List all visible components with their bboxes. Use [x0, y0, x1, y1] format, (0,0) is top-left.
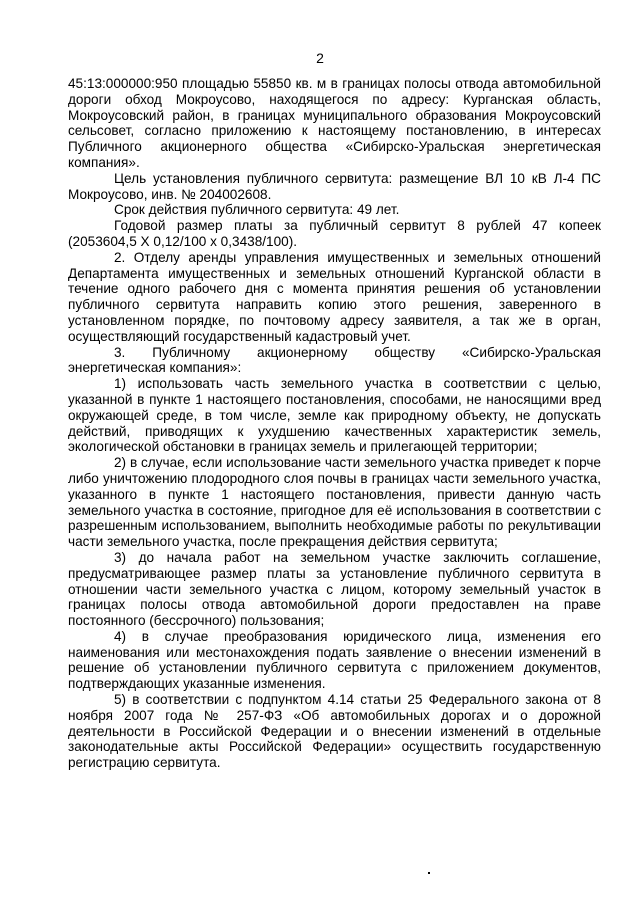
paragraph-10: 4) в случае преобразования юридического лица, изменения его наименования или местонахождения подать заявление о внесении изменений в решение об установлении публичного сервитута с приложением документов, подтверждающих указанные изменения. [68, 628, 601, 692]
paragraph-2: Цель установления публичного сервитута: размещение ВЛ 10 кВ Л-4 ПС Мокроусово, инв. № 204002608. [68, 170, 601, 202]
paragraph-7: 1) использовать часть земельного участка в соответствии с целью, указанной в пункте 1 настоящего постановления, способами, не наносящими вред окружающей среде, в том числе, земле как природному объекту, не допускать действий, приводящих к ухудшению качественных характеристик земель, экологической обстановки в границах земель и прилегающей территории; [68, 376, 601, 455]
paragraph-9: 3) до начала работ на земельном участке заключить соглашение, предусматривающее размер платы за установление публичного сервитута в отношении части земельного участка с лицом, которому земельный участок в границах полосы отвода автомобильной дороги предоставлен на праве постоянного (бессрочного) пользования; [68, 549, 601, 629]
page-number: 2 [316, 50, 324, 66]
paragraph-8: 2) в случае, если использование части земельного участка приведет к порче либо уничтожению плодородного слоя почвы в границах части земельного участка, указанного в пункте 1 настоящего постановления, привести данную часть земельного участка в состояние, пригодное для её использования в соответствии с разрешенным использованием, выполнить необходимые работы по рекультивации части земельного участка, после прекращения действия сервитута; [68, 455, 601, 550]
paragraph-6: 3. Публичному акционерному обществу «Сибирско-Уральская энергетическая компания»: [68, 344, 601, 376]
paragraph-11: 5) в соответствии с подпунктом 4.14 статьи 25 Федерального закона от 8 ноября 2007 года № 257-ФЗ «Об автомобильных дорогах и о дорожной деятельности в Российской Федерации и о внесении изменений в отдельные законодательные акты Российской Федерации» осуществить государственную регистрацию сервитута. [68, 692, 601, 771]
scan-speck [428, 872, 430, 874]
paragraph-5: 2. Отделу аренды управления имущественных и земельных отношений Департамента имущественных и земельных отношений Курганской области в течение одного рабочего дня с момента принятия решения об установлении публичного сервитута направить копию этого решения, заверенного в установленном порядке, по почтовому адресу заявителя, а так же в орган, осуществляющий государственный кадастровый учет. [68, 249, 601, 344]
document-body [68, 76, 601, 771]
paragraph-4: Годовой размер платы за публичный сервитут 8 рублей 47 копеек (2053604,5 Х 0,12/100 х 0,3438/100). [68, 218, 601, 249]
paragraph-3: Срок действия публичного сервитута: 49 лет. [114, 202, 400, 218]
paragraph-1: 45:13:000000:950 площадью 55850 кв. м в границах полосы отвода автомобильной дороги обход Мокроусово, находящегося по адресу: Курганская область, Мокроусовский район, в границах муниципального образования Мокроусовский сельсовет, согласно приложению к настоящему постановлению, в интересах Публичного акционерного общества «Сибирско-Уральская энергетическая компания». [68, 76, 601, 170]
